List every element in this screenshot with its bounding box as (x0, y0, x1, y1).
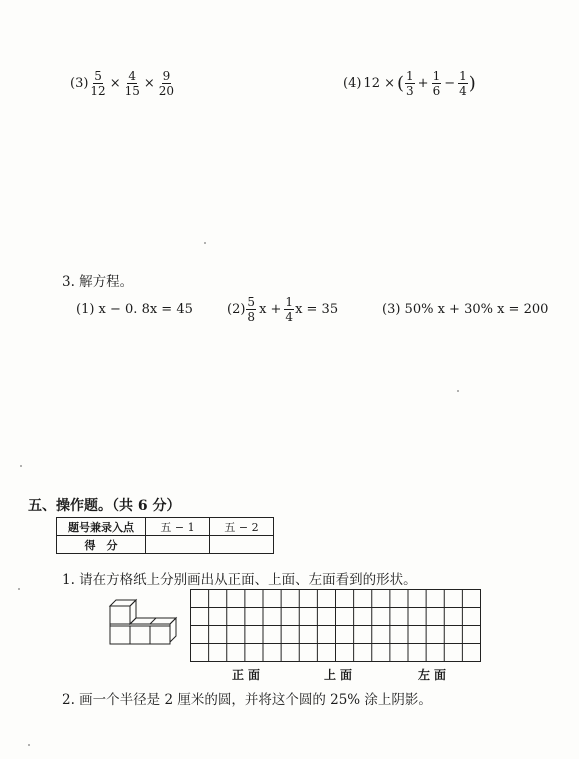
calc-q3-label: (3) (70, 76, 89, 91)
section-heading: 五、操作题。（共 6 分） (28, 498, 181, 514)
label-front: 正面 (232, 668, 265, 682)
score-row-label: 得 分 (57, 536, 146, 554)
equations-heading: 3. 解方程。 (62, 274, 134, 290)
question-1: 1. 请在方格纸上分别画出从正面、上面、左面看到的形状。 (62, 572, 417, 588)
equation-1: (1) x − 0. 8x = 45 (76, 302, 193, 317)
fraction: $\frac{1}{3}$ (406, 69, 414, 98)
scan-speck (204, 242, 206, 244)
scan-speck (20, 465, 22, 467)
fraction: $\frac{4}{15}$ (124, 69, 140, 98)
calc-q3: (3) $\frac{5}{12}$ × $\frac{4}{15}$ × $\frac{9}{20}$ (70, 69, 175, 98)
fraction: $\frac{1}{6}$ (432, 69, 441, 98)
grid-paper[interactable] (190, 589, 482, 663)
score-table-header: 五 − 2 (210, 518, 274, 536)
scan-speck (18, 588, 20, 590)
equation-2: (2) $\frac{5}{8}$ x + $\frac{1}{4}$ x = 35 (227, 295, 339, 324)
scan-speck (457, 390, 459, 392)
fraction: $\frac{9}{20}$ (158, 69, 175, 98)
label-top: 上面 (324, 668, 357, 682)
score-table (56, 517, 274, 554)
scan-speck (28, 744, 30, 746)
score-table-header: 题号兼录入点 (57, 518, 146, 536)
score-cell[interactable] (146, 536, 210, 554)
question-2: 2. 画一个半径是 2 厘米的圆，并将这个圆的 25% 涂上阴影。 (62, 692, 432, 708)
label-left: 左面 (418, 668, 451, 682)
fraction: $\frac{1}{4}$ (459, 69, 467, 98)
calc-q4: (4) 12 × ( $\frac{1}{3}$ + $\frac{1}{6}$ − $\frac{1}{4}$ ) (343, 69, 476, 98)
fraction: $\frac{5}{8}$ (247, 295, 256, 324)
score-table-header: 五 − 1 (146, 518, 210, 536)
fraction: $\frac{5}{12}$ (90, 69, 106, 98)
fraction: $\frac{1}{4}$ (285, 295, 294, 324)
cube-figure (106, 596, 178, 654)
score-cell[interactable] (210, 536, 274, 554)
equation-3: (3) 50% x + 30% x = 200 (382, 302, 549, 317)
